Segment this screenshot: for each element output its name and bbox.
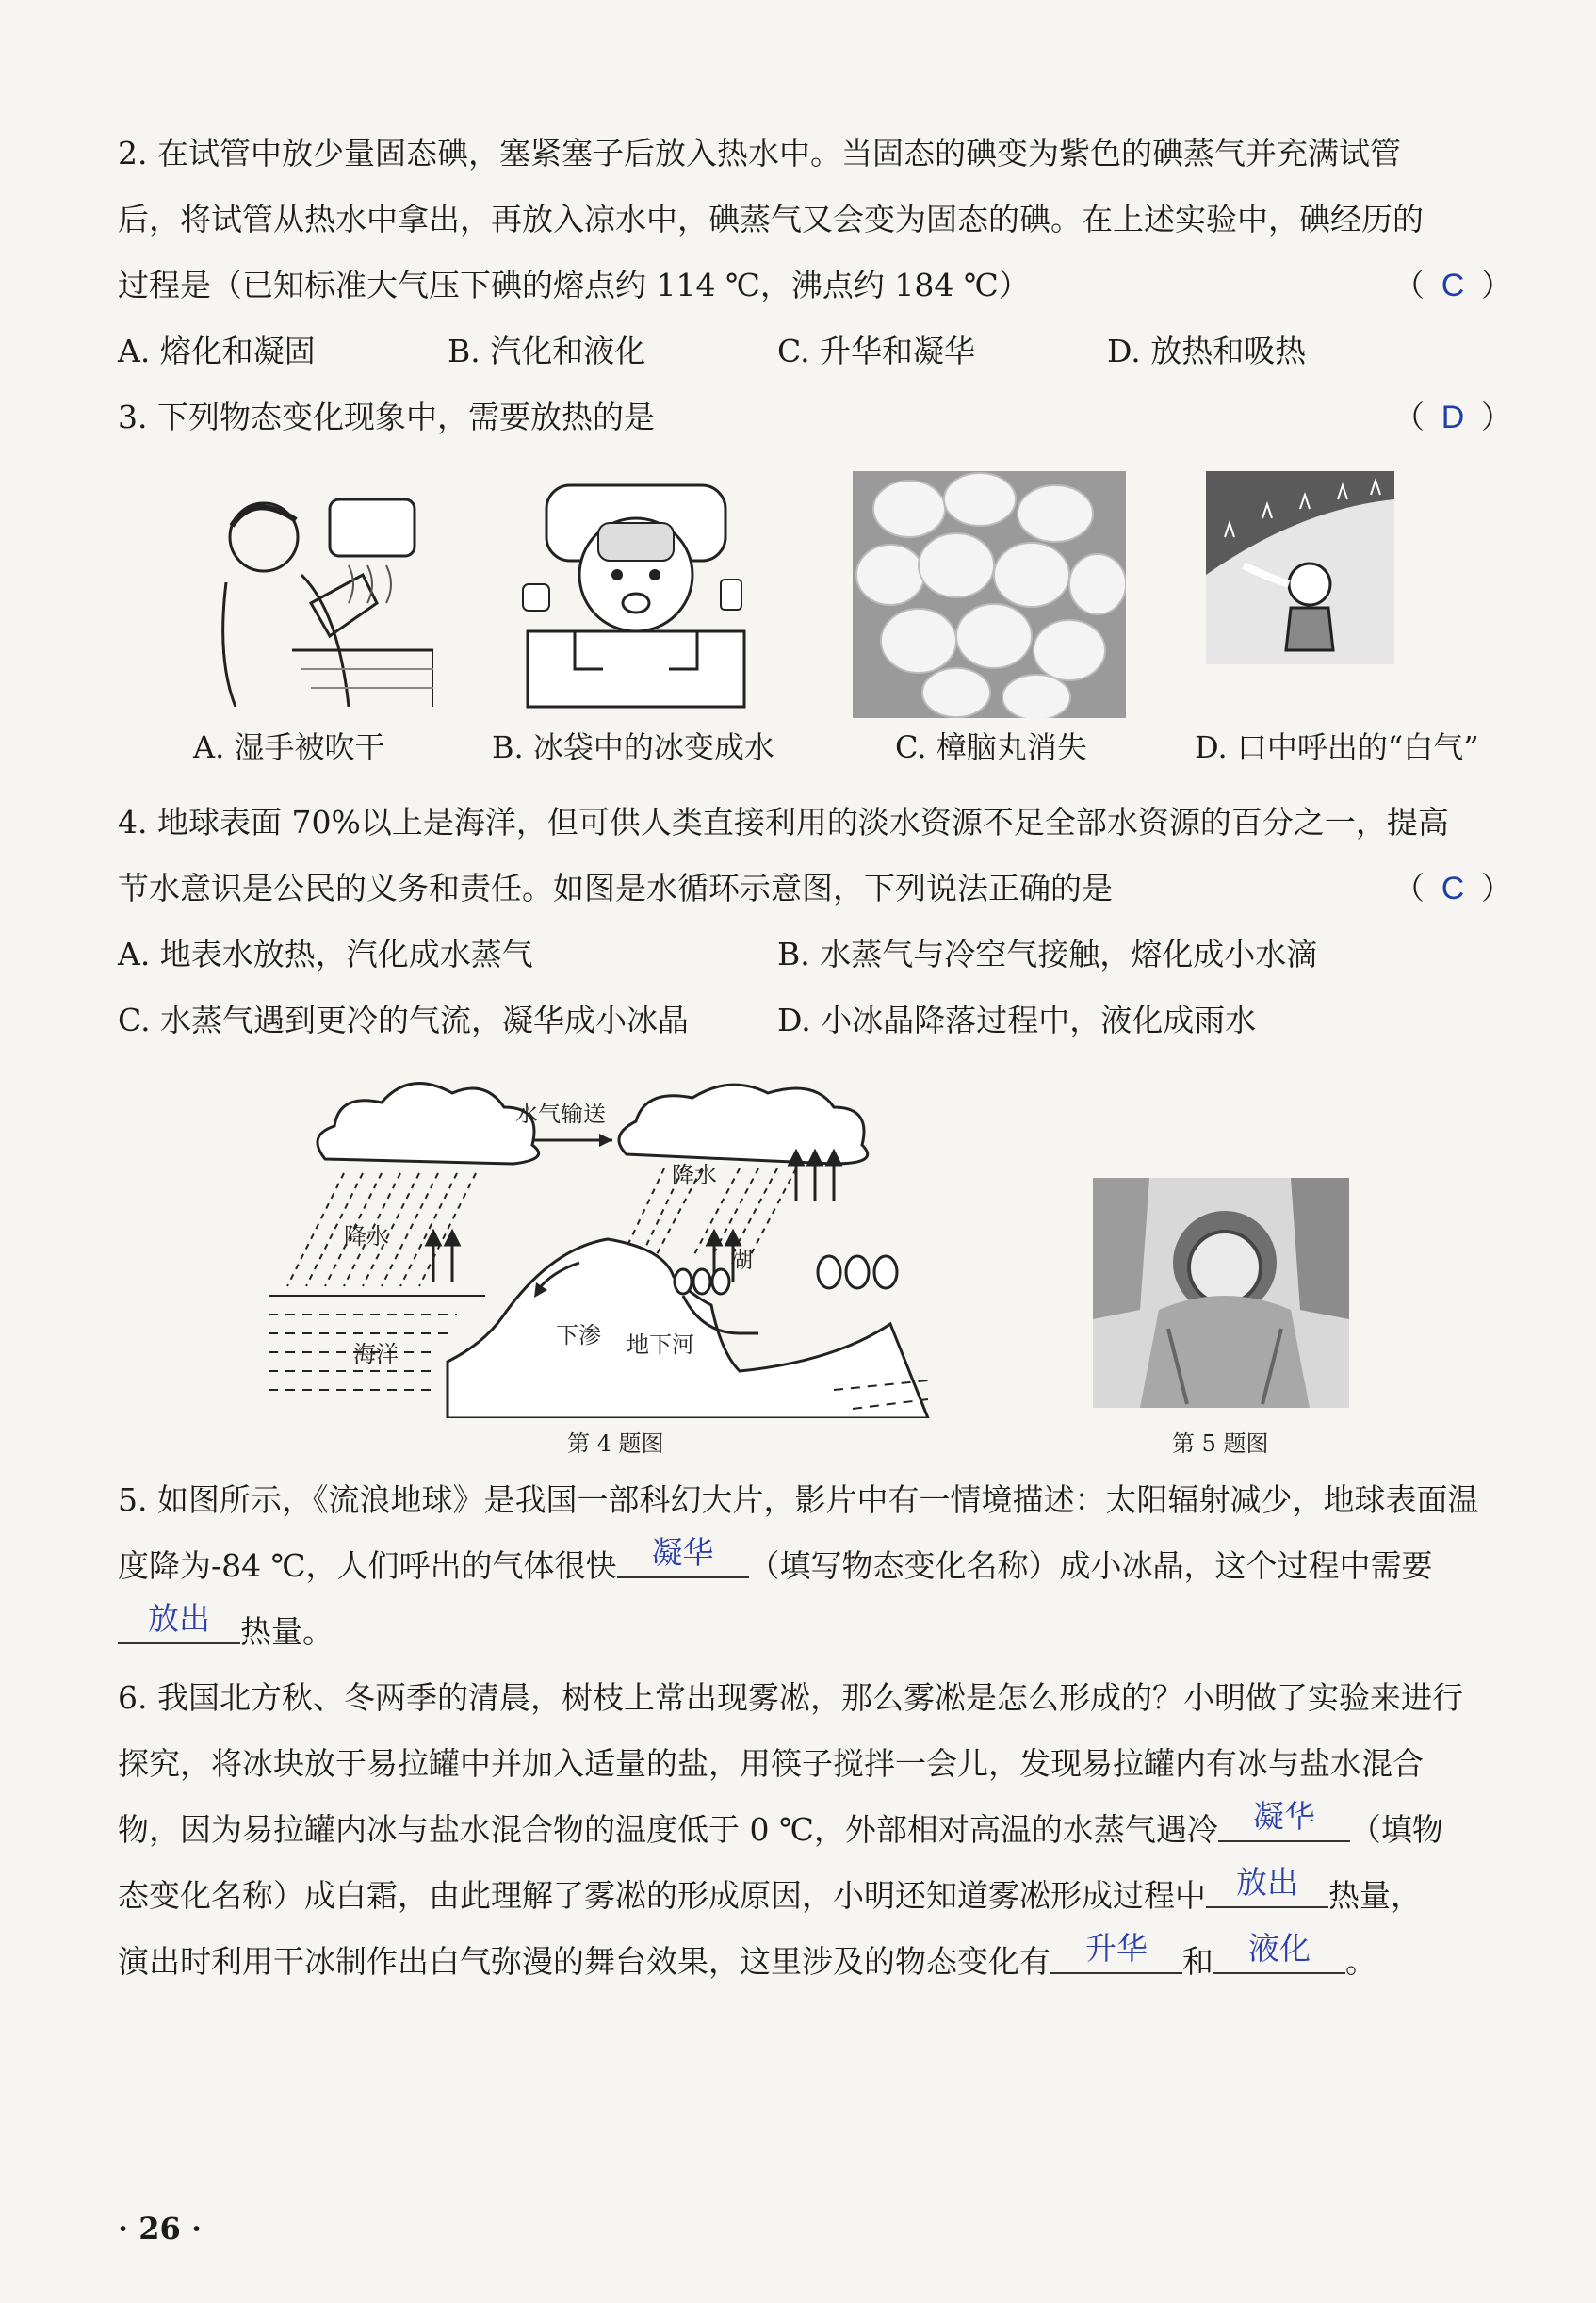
question-6-line-3-b: （填物	[1349, 1811, 1443, 1848]
label-underground-river: 地下河	[627, 1331, 694, 1358]
label-precipitation-left: 降水	[344, 1223, 389, 1250]
question-6-line-4	[118, 1863, 1512, 1929]
question-6-line-5-a: 演出时利用干冰制作出白气弥漫的舞台效果，这里涉及的物态变化有	[118, 1943, 1050, 1980]
question-3-pictures	[160, 471, 1536, 792]
question-2-option-b: B. 汽化和液化	[448, 333, 646, 369]
question-3-text: 3. 下列物态变化现象中，需要放热的是	[118, 399, 655, 435]
question-4-answer-value: C	[1441, 871, 1465, 906]
label-ocean: 海洋	[353, 1341, 399, 1367]
question-4-options-row-2	[118, 988, 1512, 1054]
label-precipitation-middle: 降水	[672, 1162, 717, 1188]
question-2-line-2: 后，将试管从热水中拿出，再放入凉水中，碘蒸气又会变为固态的碘。在上述实验中，碘经历的	[118, 201, 1424, 237]
question-5-blank-1[interactable]	[617, 1533, 749, 1578]
question-4-option-b: B. 水蒸气与冷空气接触，熔化成小水滴	[777, 936, 1318, 972]
figure-5-caption: 第 5 题图	[1172, 1430, 1269, 1457]
question-6-blank-2-answer: 放出	[1236, 1864, 1298, 1901]
question-6-line-5	[118, 1929, 1512, 1995]
wandering-earth-photo	[1093, 1178, 1349, 1408]
figure-4-caption: 第 4 题图	[567, 1430, 664, 1457]
question-6-line-2: 探究，将冰块放于易拉罐中并加入适量的盐，用筷子搅拌一会儿，发现易拉罐内有冰与盐水混合	[118, 1745, 1424, 1782]
question-6-line-4-b: 热量，	[1328, 1877, 1422, 1914]
question-2-answer: （ C ）	[1393, 253, 1512, 318]
question-5-line-2-b: （填写物态变化名称）成小冰晶，这个过程中需要	[748, 1547, 1433, 1584]
question-6-blank-1-answer: 凝华	[1252, 1798, 1315, 1835]
question-2-line-1: 2. 在试管中放少量固态碘，塞紧塞子后放入热水中。当固态的碘变为紫色的碘蒸气并充满试管	[118, 135, 1401, 172]
question-6-line-1: 6. 我国北方秋、冬两季的清晨，树枝上常出现雾凇，那么雾凇是怎么形成的？小明做了实验来进行	[118, 1679, 1463, 1716]
question-5	[118, 1467, 1512, 1665]
question-2-option-c: C. 升华和凝华	[777, 333, 976, 369]
label-vapor-transport: 水气输送	[515, 1101, 606, 1127]
question-5-line-1: 5. 如图所示，《流浪地球》是我国一部科幻大片，影片中有一情境描述：太阳辐射减少，地球表面温	[118, 1481, 1479, 1518]
question-5-blank-2[interactable]	[118, 1599, 240, 1644]
mothballs-photo	[853, 471, 1126, 718]
question-4-answer: （ C ）	[1393, 856, 1512, 922]
question-5-line-3	[118, 1599, 1512, 1665]
question-6	[118, 1665, 1512, 1995]
question-2	[118, 121, 1512, 384]
water-cycle-diagram	[269, 1051, 994, 1418]
question-6-line-5-b: 和	[1182, 1943, 1213, 1980]
question-6-line-4-a: 态变化名称）成白霜，由此理解了雾凇的形成原因，小明还知道雾凇形成过程中	[118, 1877, 1206, 1914]
question-6-blank-4[interactable]	[1213, 1929, 1345, 1974]
question-2-options	[118, 318, 1512, 384]
question-6-line-5-c: 。	[1345, 1943, 1376, 1980]
question-3-answer-value: D	[1441, 400, 1465, 435]
question-3	[118, 384, 1512, 450]
question-2-option-a: A. 熔化和凝固	[118, 333, 316, 369]
question-3-line-1	[118, 384, 1512, 450]
question-6-line-3-a: 物，因为易拉罐内冰与盐水混合物的温度低于 0 ℃，外部相对高温的水蒸气遇冷	[118, 1811, 1218, 1848]
question-2-line-3-text: 过程是（已知标准大气压下碘的熔点约 114 ℃，沸点约 184 ℃）	[118, 267, 1030, 303]
question-5-blank-2-answer: 放出	[148, 1600, 210, 1637]
question-2-answer-value: C	[1441, 268, 1465, 303]
question-3-caption-d: D. 口中呼出的“白气”	[1195, 729, 1479, 765]
label-infiltration: 下渗	[556, 1322, 601, 1348]
question-5-line-2-a: 度降为-84 ℃，人们呼出的气体很快	[118, 1547, 617, 1584]
question-6-blank-3[interactable]	[1050, 1929, 1182, 1974]
question-4-option-a: A. 地表水放热，汽化成水蒸气	[118, 936, 533, 972]
question-5-line-3-b: 热量。	[240, 1613, 334, 1650]
question-4-line-1: 4. 地球表面 70%以上是海洋，但可供人类直接利用的淡水资源不足全部水资源的百分之一，提高	[118, 804, 1449, 841]
question-4-option-c: C. 水蒸气遇到更冷的气流，凝华成小冰晶	[118, 1002, 690, 1038]
question-6-blank-4-answer: 液化	[1248, 1930, 1311, 1967]
question-6-blank-2[interactable]	[1206, 1863, 1328, 1908]
page-number: · 26 ·	[118, 2211, 203, 2246]
question-6-line-3	[118, 1797, 1512, 1863]
question-6-blank-1[interactable]	[1218, 1797, 1350, 1842]
question-5-line-2	[118, 1533, 1512, 1599]
question-4	[118, 790, 1512, 1054]
label-lake: 湖	[730, 1247, 753, 1273]
question-5-blank-1-answer: 凝华	[651, 1534, 714, 1571]
ice-pack-illustration	[518, 471, 754, 716]
question-3-caption-b: B. 冰袋中的冰变成水	[492, 729, 774, 765]
question-3-caption-a: A. 湿手被吹干	[193, 729, 385, 765]
question-2-option-d: D. 放热和吸热	[1107, 333, 1307, 369]
question-6-blank-3-answer: 升华	[1085, 1930, 1148, 1967]
question-4-line-2	[118, 856, 1512, 922]
hand-dryer-illustration	[198, 471, 433, 707]
question-4-line-2-text: 节水意识是公民的义务和责任。如图是水循环示意图，下列说法正确的是	[118, 870, 1113, 906]
question-4-option-d: D. 小冰晶降落过程中，液化成雨水	[777, 1002, 1257, 1038]
breath-in-cold-photo	[1206, 471, 1394, 664]
question-3-answer: （ D ）	[1393, 384, 1512, 450]
question-2-line-3	[118, 253, 1512, 318]
question-4-options-row-1	[118, 922, 1512, 988]
question-3-caption-c: C. 樟脑丸消失	[895, 729, 1087, 765]
